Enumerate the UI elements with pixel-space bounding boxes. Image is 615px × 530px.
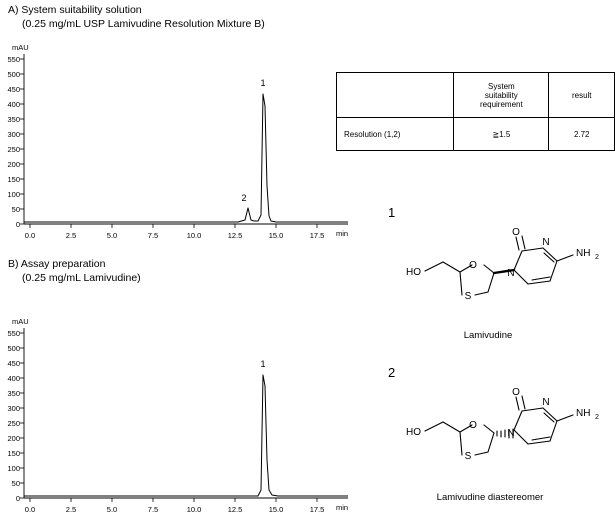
atom-label-S-1: S [464, 291, 472, 302]
x-tick-17.5-a: 17.5 [309, 231, 325, 240]
atom-label-N3-1: N [542, 237, 550, 248]
atom-label-NH2-sub-2: 2 [595, 414, 599, 421]
structure-lamivudine [398, 225, 608, 335]
chromatogram-b-svg [6, 290, 366, 528]
y-tick-550-a: 550 [7, 55, 20, 64]
y-tick-300-a: 300 [7, 130, 20, 139]
x-tick-10-b: 10.0 [186, 505, 202, 514]
row-value-result: 2.72 [549, 118, 615, 151]
atom-label-carbonyl-O-1: O [512, 227, 520, 238]
chromatogram-panel-b [6, 290, 366, 528]
atom-label-NH2-2: NH [576, 408, 591, 419]
y-tick-100-b: 100 [7, 464, 20, 473]
table-row [337, 118, 615, 151]
y-tick-250-b: 250 [7, 419, 20, 428]
panel-a-caption-line1: A) System suitability solution [8, 4, 142, 16]
y-axis-unit-b: mAU [12, 317, 29, 326]
panel-b-caption-line2: (0.25 mg/mL Lamivudine) [22, 272, 141, 284]
header-req-line3: requirement [480, 99, 523, 109]
y-axis-unit-a: mAU [12, 43, 29, 52]
atom-label-HO-1: HO [406, 267, 421, 278]
peak-label-1-a: 1 [260, 78, 266, 88]
header-req-line2: suitability [484, 90, 518, 100]
y-axis-ticks-a [20, 59, 24, 224]
y-tick-450-a: 450 [7, 85, 20, 94]
y-tick-500-a: 500 [7, 70, 20, 79]
y-tick-200-a: 200 [7, 160, 20, 169]
table-header-requirement [454, 73, 549, 118]
y-tick-0-b: 0 [15, 494, 20, 503]
x-tick-2.5-b: 2.5 [65, 505, 77, 514]
atom-label-NH2-sub-1: 2 [595, 254, 599, 261]
structure-lamivudine-diastereomer [398, 385, 608, 495]
x-tick-0-b: 0.0 [24, 505, 36, 514]
x-tick-5-b: 5.0 [106, 505, 118, 514]
y-tick-250-a: 250 [7, 145, 20, 154]
atom-label-HO-2: HO [406, 427, 421, 438]
lamivudine-structure-svg [398, 225, 608, 335]
row-label-resolution: Resolution (1,2) [337, 118, 454, 151]
peak-label-2-a: 2 [241, 193, 247, 203]
x-tick-12.5-a: 12.5 [227, 231, 243, 240]
y-tick-500-b: 500 [7, 344, 20, 353]
y-tick-150-b: 150 [7, 449, 20, 458]
y-tick-100-a: 100 [7, 190, 20, 199]
y-tick-200-b: 200 [7, 434, 20, 443]
x-tick-0-a: 0.0 [24, 231, 36, 240]
y-tick-550-b: 550 [7, 329, 20, 338]
structure-number-1: 1 [388, 205, 396, 220]
atom-label-N1-1: N [507, 268, 515, 279]
structure-number-2: 2 [388, 365, 396, 380]
y-tick-400-b: 400 [7, 374, 20, 383]
y-tick-450-b: 450 [7, 359, 20, 368]
x-axis-ticks-b [30, 498, 317, 502]
chromatogram-panel-a [6, 36, 366, 251]
y-axis-ticks-b [20, 333, 24, 498]
y-tick-0-a: 0 [15, 220, 20, 229]
x-tick-5-a: 5.0 [106, 231, 118, 240]
table-header-blank [337, 73, 454, 118]
y-tick-150-a: 150 [7, 175, 20, 184]
x-axis-ticks-a [30, 224, 317, 228]
header-req-line1: System [488, 81, 515, 91]
x-tick-10-a: 10.0 [186, 231, 202, 240]
atom-label-ring-O-2: O [469, 420, 477, 431]
x-tick-7.5-b: 7.5 [147, 505, 159, 514]
lamivudine-diastereomer-structure-svg [398, 385, 608, 495]
panel-b-caption-line1: B) Assay preparation [8, 258, 106, 270]
atom-label-carbonyl-O-2: O [512, 387, 520, 398]
x-tick-17.5-b: 17.5 [309, 505, 325, 514]
atom-label-S-2: S [464, 451, 472, 462]
system-suitability-table [336, 72, 615, 151]
chromatogram-trace-a [24, 94, 348, 222]
x-tick-15-a: 15.0 [268, 231, 284, 240]
x-axis-unit-b: min [335, 503, 349, 512]
x-tick-2.5-a: 2.5 [65, 231, 77, 240]
atom-label-N3-2: N [542, 397, 550, 408]
y-tick-50-b: 50 [11, 479, 20, 488]
atom-label-NH2-1: NH [576, 248, 591, 259]
peak-label-1-b: 1 [260, 359, 266, 369]
x-axis-unit-a: min [335, 229, 349, 238]
table-header-result: result [549, 73, 615, 118]
table-header-row [337, 73, 615, 118]
atom-label-N1-2: N [507, 428, 515, 439]
x-tick-15-b: 15.0 [268, 505, 284, 514]
structure-name-2: Lamivudine diastereomer [436, 492, 544, 503]
y-tick-300-b: 300 [7, 404, 20, 413]
y-tick-350-a: 350 [7, 115, 20, 124]
atom-label-ring-O-1: O [469, 260, 477, 271]
chromatogram-a-svg [6, 36, 366, 251]
structure-name-1: Lamivudine [463, 330, 513, 341]
x-tick-7.5-a: 7.5 [147, 231, 159, 240]
row-value-requirement: ≧1.5 [454, 118, 549, 151]
chromatogram-trace-b [24, 375, 348, 496]
panel-a-caption-line2: (0.25 mg/mL USP Lamivudine Resolution Mixture B) [22, 18, 265, 30]
y-tick-350-b: 350 [7, 389, 20, 398]
y-tick-50-a: 50 [11, 205, 20, 214]
x-tick-12.5-b: 12.5 [227, 505, 243, 514]
y-tick-400-a: 400 [7, 100, 20, 109]
